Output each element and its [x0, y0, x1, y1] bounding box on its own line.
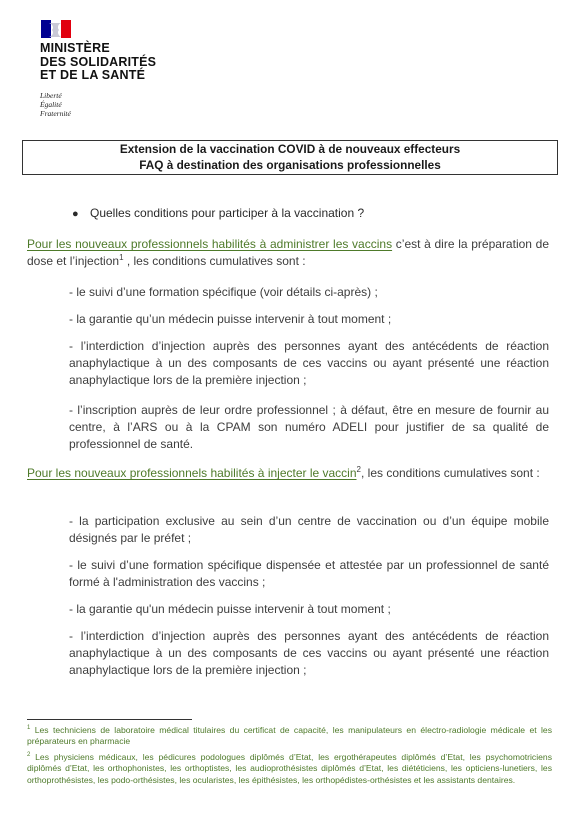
section2-lead-tail: , les conditions cumulatives sont :: [360, 466, 540, 480]
document-title: Extension de la vaccination COVID à de nouveaux effecteurs: [119, 142, 461, 156]
list-item: - le suivi d’une formation spécifique (voir détails ci-après) ;: [69, 285, 378, 299]
section1-lead: [27, 236, 549, 270]
ministry-line: MINISTÈRE: [40, 41, 110, 55]
ministry-name: [40, 42, 180, 83]
list-item: - l’interdiction d’injection auprès des personnes ayant des antécédents de réaction anaphylactique à un des composants de ces vaccins ou ayant présenté une réaction anaphylactique lors de la première injection ;: [69, 629, 549, 677]
footnote-ref: 1: [119, 253, 124, 262]
motto-line: Liberté: [40, 90, 62, 100]
section2-lead-underlined: Pour les nouveaux professionnels habilités à injecter le vaccin: [27, 466, 357, 480]
section1-lead-underlined: Pour les nouveaux professionnels habilités à administrer les vaccins: [27, 237, 393, 251]
document-subtitle: FAQ à destination des organisations professionnelles: [139, 157, 441, 172]
ministry-line: ET DE LA SANTÉ: [40, 68, 146, 82]
footnote-number: 2: [27, 752, 31, 759]
section1-lead-tail: , les conditions cumulatives sont :: [123, 254, 306, 268]
motto-line: Fraternité: [40, 108, 71, 118]
ministry-logo: [40, 20, 180, 118]
motto-line: Égalité: [40, 99, 62, 109]
marianne-flag-icon: [41, 20, 71, 38]
list-item: - la garantie qu’un médecin puisse intervenir à tout moment ;: [69, 312, 392, 326]
document-title-box: [22, 140, 558, 175]
list-item: - la participation exclusive au sein d’un centre de vaccination ou d’un équipe mobile désignés par le préfet ;: [69, 514, 549, 545]
footnote-2: [27, 752, 552, 786]
section1-lead-rest: c’est à dire la préparation de dose et l’injection: [27, 237, 549, 268]
list-item: - l’inscription auprès de leur ordre professionnel ; à défaut, être en mesure de fournir au centre, à l’ARS ou à la CPAM son numéro ADELI pour justifier de sa qualité de professionnel de santé.: [69, 403, 549, 451]
list-item: - la garantie qu'un médecin puisse intervenir à tout moment ;: [69, 602, 391, 616]
republic-motto: [40, 91, 180, 118]
footnote-1: [27, 725, 552, 748]
footnote-text: Les physiciens médicaux, les pédicures podologues diplômés d’Etat, les ergothérapeutes diplômés d’Etat, les psychomotriciens diplômés d’Etat, les orthophonistes, les orthoptistes, les audioprothésistes diplômés d’Etat, les diététiciens, les opticiens-lunetiers, les orthoprothésistes, les podo-orthésistes, les ocularistes, les épithésistes, les orthopédistes-orthésistes et les assistants dentaires.: [27, 752, 552, 785]
section2-lead: [27, 465, 549, 482]
list-item: - le suivi d’une formation spécifique dispensée et attestée par un professionnel de santé formé à l'administration des vaccins ;: [69, 558, 549, 589]
ministry-line: DES SOLIDARITÉS: [40, 54, 157, 69]
footnote-number: 1: [27, 725, 31, 732]
footnote-ref: 2: [356, 465, 361, 474]
question-text: Quelles conditions pour participer à la vaccination ?: [90, 206, 365, 220]
list-item: - l’interdiction d’injection auprès des personnes ayant des antécédents de réaction anaphylactique à un des composants de ces vaccins ou ayant présenté une réaction anaphylactique lors de la première injection ;: [69, 339, 549, 387]
bullet-icon: ●: [72, 208, 79, 220]
footnote-text: Les techniciens de laboratoire médical titulaires du certificat de capacité, les manipulateurs en électro-radiologie médicale et les préparateurs en pharmacie: [27, 725, 552, 747]
question-bullet: [72, 206, 364, 220]
footnote-separator: [27, 719, 192, 720]
